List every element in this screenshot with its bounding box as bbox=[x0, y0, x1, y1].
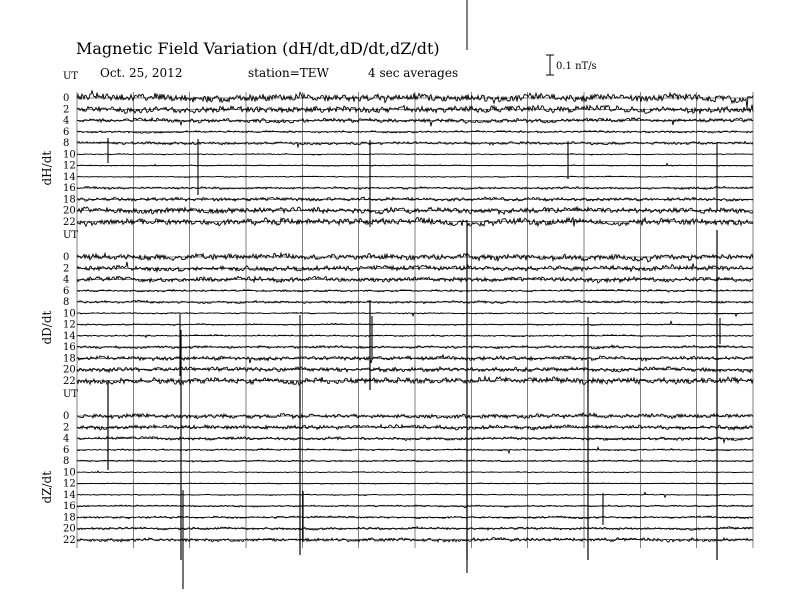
ut-hour-tick-label: 14 bbox=[63, 330, 76, 342]
ut-hour-tick-label: 12 bbox=[63, 319, 76, 331]
panel-dzdt bbox=[40, 389, 753, 546]
ut-hour-tick-label: 0 bbox=[63, 252, 70, 263]
ut-hour-tick-label: 10 bbox=[63, 467, 76, 479]
ut-hour-tick-label: 4 bbox=[63, 274, 70, 286]
ut-hour-tick-label: 0 bbox=[63, 93, 70, 104]
panels bbox=[40, 71, 753, 546]
ut-hour-tick-label: 18 bbox=[63, 353, 76, 365]
scale-bar bbox=[546, 55, 597, 75]
component-label: dD/dt bbox=[40, 310, 54, 345]
ut-hour-tick-label: 20 bbox=[63, 523, 76, 535]
ut-hour-tick-label: 2 bbox=[63, 422, 70, 434]
ut-hour-tick-label: 22 bbox=[63, 216, 76, 228]
ut-hour-tick-label: 6 bbox=[63, 285, 70, 297]
ut-hour-tick-label: 14 bbox=[63, 489, 76, 501]
panel-dddt bbox=[40, 230, 753, 387]
ut-hour-tick-label: 12 bbox=[63, 160, 76, 172]
component-label: dH/dt bbox=[40, 150, 54, 186]
ut-hour-tick-label: 2 bbox=[63, 263, 70, 275]
chart-station: station=TEW bbox=[248, 66, 329, 80]
ut-hour-tick-label: 18 bbox=[63, 194, 76, 206]
ut-hour-tick-label: 6 bbox=[63, 444, 70, 456]
chart-averaging: 4 sec averages bbox=[368, 66, 459, 80]
scale-bar-label: 0.1 nT/s bbox=[556, 61, 597, 72]
ut-hour-tick-label: 6 bbox=[63, 126, 70, 138]
ut-hour-tick-label: 18 bbox=[63, 512, 76, 524]
spike-overlay bbox=[108, 138, 720, 589]
chart-date: Oct. 25, 2012 bbox=[100, 66, 183, 80]
ut-label: UT bbox=[63, 230, 79, 241]
ut-hour-tick-label: 2 bbox=[63, 104, 70, 116]
component-label: dZ/dt bbox=[40, 470, 54, 504]
ut-hour-tick-label: 16 bbox=[63, 501, 76, 512]
ut-hour-tick-label: 10 bbox=[63, 149, 76, 161]
ut-hour-tick-label: 16 bbox=[63, 342, 76, 353]
ut-label: UT bbox=[63, 389, 79, 400]
ut-hour-tick-label: 22 bbox=[63, 375, 76, 387]
ut-hour-tick-label: 10 bbox=[63, 308, 76, 320]
ut-hour-tick-label: 8 bbox=[63, 297, 70, 308]
ut-hour-tick-label: 8 bbox=[63, 456, 70, 467]
ut-hour-tick-label: 8 bbox=[63, 138, 70, 149]
ut-hour-tick-label: 20 bbox=[63, 364, 76, 376]
ut-hour-tick-label: 14 bbox=[63, 171, 76, 183]
ut-hour-tick-label: 4 bbox=[63, 115, 70, 127]
ut-hour-tick-label: 12 bbox=[63, 478, 76, 490]
trace-line bbox=[77, 154, 753, 155]
chart-title: Magnetic Field Variation (dH/dt,dD/dt,dZ/dt) bbox=[76, 39, 440, 58]
ut-hour-tick-label: 16 bbox=[63, 183, 76, 194]
panel-dhdt bbox=[40, 71, 753, 228]
time-grid bbox=[77, 92, 753, 548]
ut-hour-tick-label: 20 bbox=[63, 205, 76, 217]
ut-label: UT bbox=[63, 71, 79, 82]
ut-hour-tick-label: 22 bbox=[63, 534, 76, 546]
ut-hour-tick-label: 0 bbox=[63, 411, 70, 422]
ut-hour-tick-label: 4 bbox=[63, 433, 70, 445]
